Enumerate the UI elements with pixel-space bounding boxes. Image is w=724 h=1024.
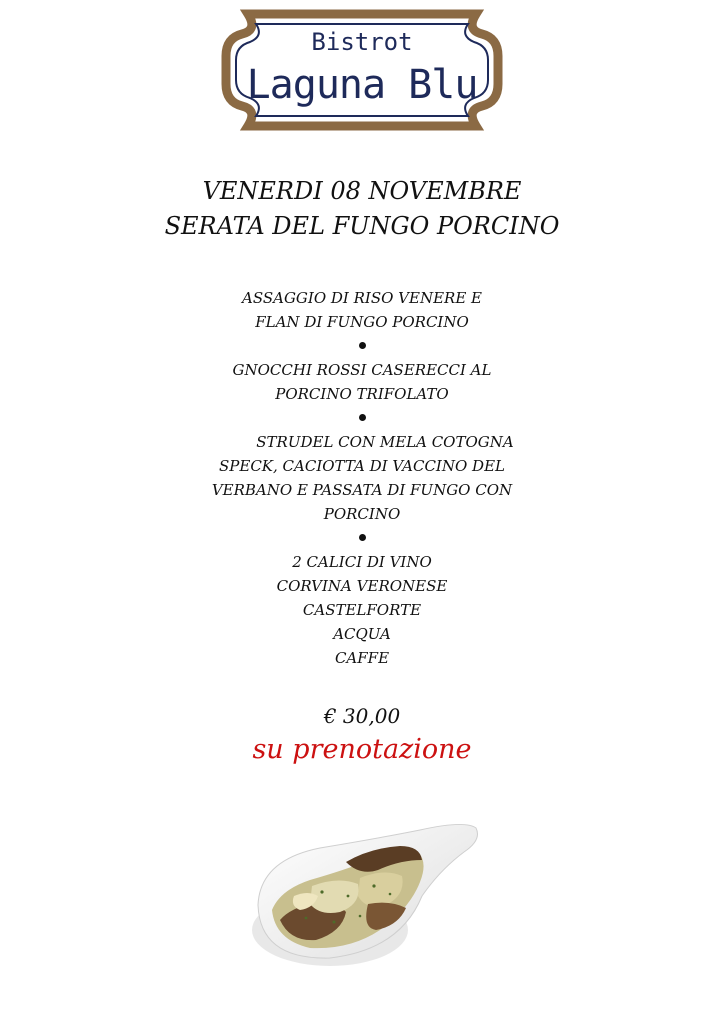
bullet-separator-icon — [359, 534, 366, 541]
menu-line: PORCINO TRIFOLATO — [275, 385, 449, 403]
porcini-dish-icon — [250, 800, 482, 975]
logo-line-1: Bistrot — [311, 28, 413, 56]
booking-note: su prenotazione — [252, 734, 472, 765]
menu-list — [0, 286, 724, 670]
menu-drinks — [0, 550, 724, 670]
event-date: VENERDI 08 NOVEMBRE — [202, 177, 522, 205]
menu-line: PORCINO — [323, 505, 401, 523]
menu-course-1 — [0, 286, 724, 334]
menu-line: VERBANO E PASSATA DI FUNGO CON — [211, 481, 513, 499]
menu-line: SPECK, CACIOTTA DI VACCINO DEL — [219, 457, 505, 475]
price: € 30,00 — [323, 704, 401, 728]
menu-course-3 — [0, 430, 724, 526]
menu-line: ASSAGGIO DI RISO VENERE E — [241, 289, 482, 307]
menu-line: CAFFE — [334, 649, 390, 667]
bullet-separator-icon — [359, 342, 366, 349]
event-title: SERATA DEL FUNGO PORCINO — [164, 212, 560, 240]
menu-line: ACQUA — [333, 625, 391, 643]
bullet-separator-icon — [359, 414, 366, 421]
menu-line: GNOCCHI ROSSI CASERECCI AL — [232, 361, 492, 379]
menu-line: CASTELFORTE — [302, 601, 422, 619]
menu-line: STRUDEL CON MELA COTOGNA — [256, 433, 514, 451]
menu-course-2 — [0, 358, 724, 406]
menu-line: CORVINA VERONESE — [276, 577, 448, 595]
menu-line: 2 CALICI DI VINO — [292, 553, 432, 571]
logo-line-2: Laguna Blu — [246, 62, 478, 108]
event-headline — [0, 174, 724, 244]
bistrot-logo — [218, 4, 506, 136]
menu-line: FLAN DI FUNGO PORCINO — [255, 313, 469, 331]
